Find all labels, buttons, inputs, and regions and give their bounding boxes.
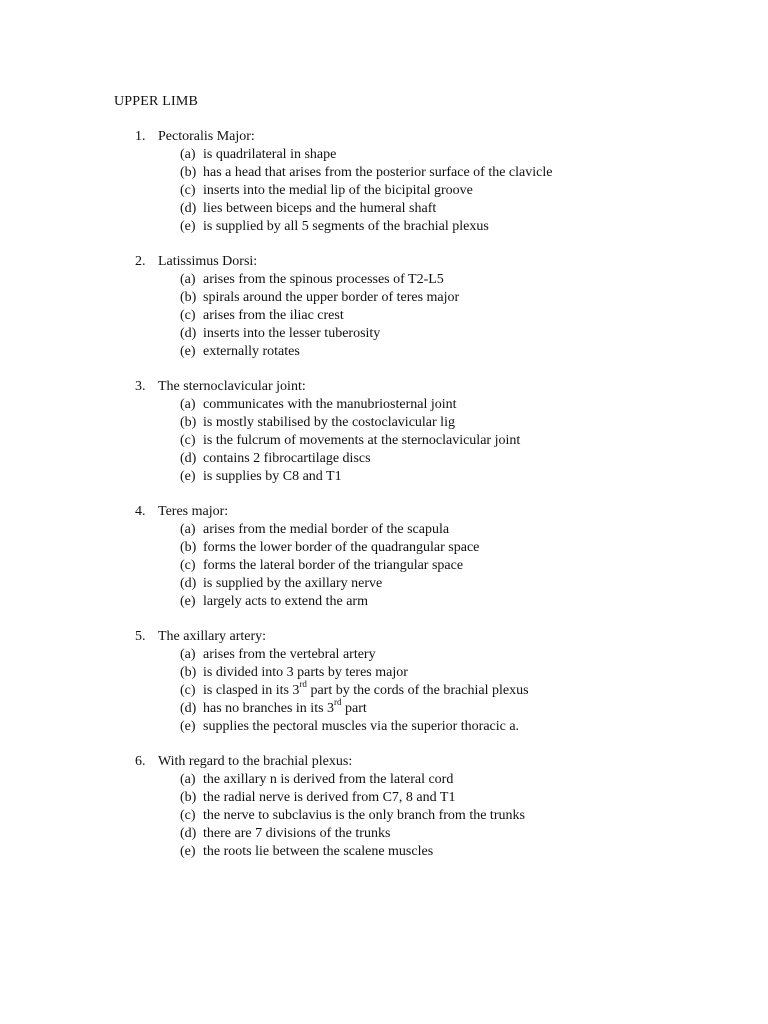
option-letter: (c)	[180, 808, 196, 823]
option-letter: (a)	[180, 272, 196, 287]
option-text: lies between biceps and the humeral shaft	[203, 201, 437, 216]
option-text-start: has no branches in its 3	[203, 701, 335, 716]
option-letter: (b)	[180, 415, 197, 430]
option-text: is divided into 3 parts by teres major	[203, 665, 408, 680]
option-text: forms the lateral border of the triangular space	[203, 558, 464, 573]
option-letter: (b)	[180, 790, 197, 805]
question-number: 2.	[135, 254, 146, 269]
option-letter: (e)	[180, 844, 196, 859]
option-text: is mostly stabilised by the costoclavicular lig	[203, 415, 455, 430]
question-text: Latissimus Dorsi:	[158, 254, 258, 269]
option-text: is supplied by all 5 segments of the brachial plexus	[203, 219, 489, 234]
option-text: the nerve to subclavius is the only branch from the trunks	[203, 808, 525, 823]
option-text	[203, 679, 529, 700]
option-text: spirals around the upper border of teres major	[203, 290, 460, 305]
option-text: arises from the vertebral artery	[203, 647, 376, 662]
option-letter: (a)	[180, 772, 196, 787]
option-text: arises from the iliac crest	[203, 308, 344, 323]
option-letter: (e)	[180, 344, 196, 359]
option-text: has a head that arises from the posterior surface of the clavicle	[203, 165, 553, 180]
option-text: arises from the spinous processes of T2-L5	[203, 272, 444, 287]
option-letter: (a)	[180, 397, 196, 412]
option-text: inserts into the medial lip of the bicipital groove	[203, 183, 473, 198]
option-letter: (e)	[180, 219, 196, 234]
option-text: is supplies by C8 and T1	[203, 469, 342, 484]
option-letter: (c)	[180, 308, 196, 323]
option-text-end: part by the cords of the brachial plexus	[306, 683, 529, 698]
option-letter: (b)	[180, 165, 197, 180]
option-letter: (d)	[180, 451, 197, 466]
question-number: 5.	[135, 629, 146, 644]
option-letter: (e)	[180, 469, 196, 484]
option-text: arises from the medial border of the scapula	[203, 522, 450, 537]
option-letter: (a)	[180, 147, 196, 162]
option-text: inserts into the lesser tuberosity	[203, 326, 381, 341]
option-letter: (d)	[180, 701, 197, 716]
option-text: forms the lower border of the quadrangular space	[203, 540, 480, 555]
option-letter: (d)	[180, 201, 197, 216]
ordinal-superscript: rd	[299, 679, 307, 690]
question-text: Teres major:	[158, 504, 229, 519]
question-text: Pectoralis Major:	[158, 129, 255, 144]
question-text: With regard to the brachial plexus:	[158, 754, 353, 769]
option-letter: (c)	[180, 558, 196, 573]
question-number: 6.	[135, 754, 146, 769]
option-text: there are 7 divisions of the trunks	[203, 826, 391, 841]
question-number: 3.	[135, 379, 146, 394]
ordinal-superscript: rd	[334, 697, 342, 708]
option-text: externally rotates	[203, 344, 300, 359]
option-text: contains 2 fibrocartilage discs	[203, 451, 371, 466]
option-text	[203, 697, 367, 718]
option-letter: (b)	[180, 540, 197, 555]
option-text-end: part	[341, 701, 367, 716]
option-letter: (d)	[180, 826, 197, 841]
option-text: the roots lie between the scalene muscles	[203, 844, 434, 859]
option-letter: (a)	[180, 647, 196, 662]
option-letter: (d)	[180, 576, 197, 591]
question-number: 4.	[135, 504, 146, 519]
option-letter: (b)	[180, 290, 197, 305]
option-text: largely acts to extend the arm	[203, 594, 368, 609]
option-text-start: is clasped in its 3	[203, 683, 300, 698]
question-number: 1.	[135, 129, 146, 144]
option-letter: (b)	[180, 665, 197, 680]
option-letter: (d)	[180, 326, 197, 341]
option-text: is quadrilateral in shape	[203, 147, 337, 162]
question-text: The sternoclavicular joint:	[158, 379, 306, 394]
option-letter: (c)	[180, 683, 196, 698]
option-letter: (a)	[180, 522, 196, 537]
option-letter: (e)	[180, 594, 196, 609]
option-letter: (e)	[180, 719, 196, 734]
option-letter: (c)	[180, 183, 196, 198]
question-text: The axillary artery:	[158, 629, 267, 644]
option-text: is the fulcrum of movements at the sternoclavicular joint	[203, 433, 521, 448]
option-text: the axillary n is derived from the lateral cord	[203, 772, 454, 787]
option-text: is supplied by the axillary nerve	[203, 576, 383, 591]
option-letter: (c)	[180, 433, 196, 448]
document-title: UPPER LIMB	[114, 94, 199, 109]
option-text: supplies the pectoral muscles via the superior thoracic a.	[203, 719, 520, 734]
option-text: the radial nerve is derived from C7, 8 and T1	[203, 790, 456, 805]
option-text: communicates with the manubriosternal joint	[203, 397, 457, 412]
